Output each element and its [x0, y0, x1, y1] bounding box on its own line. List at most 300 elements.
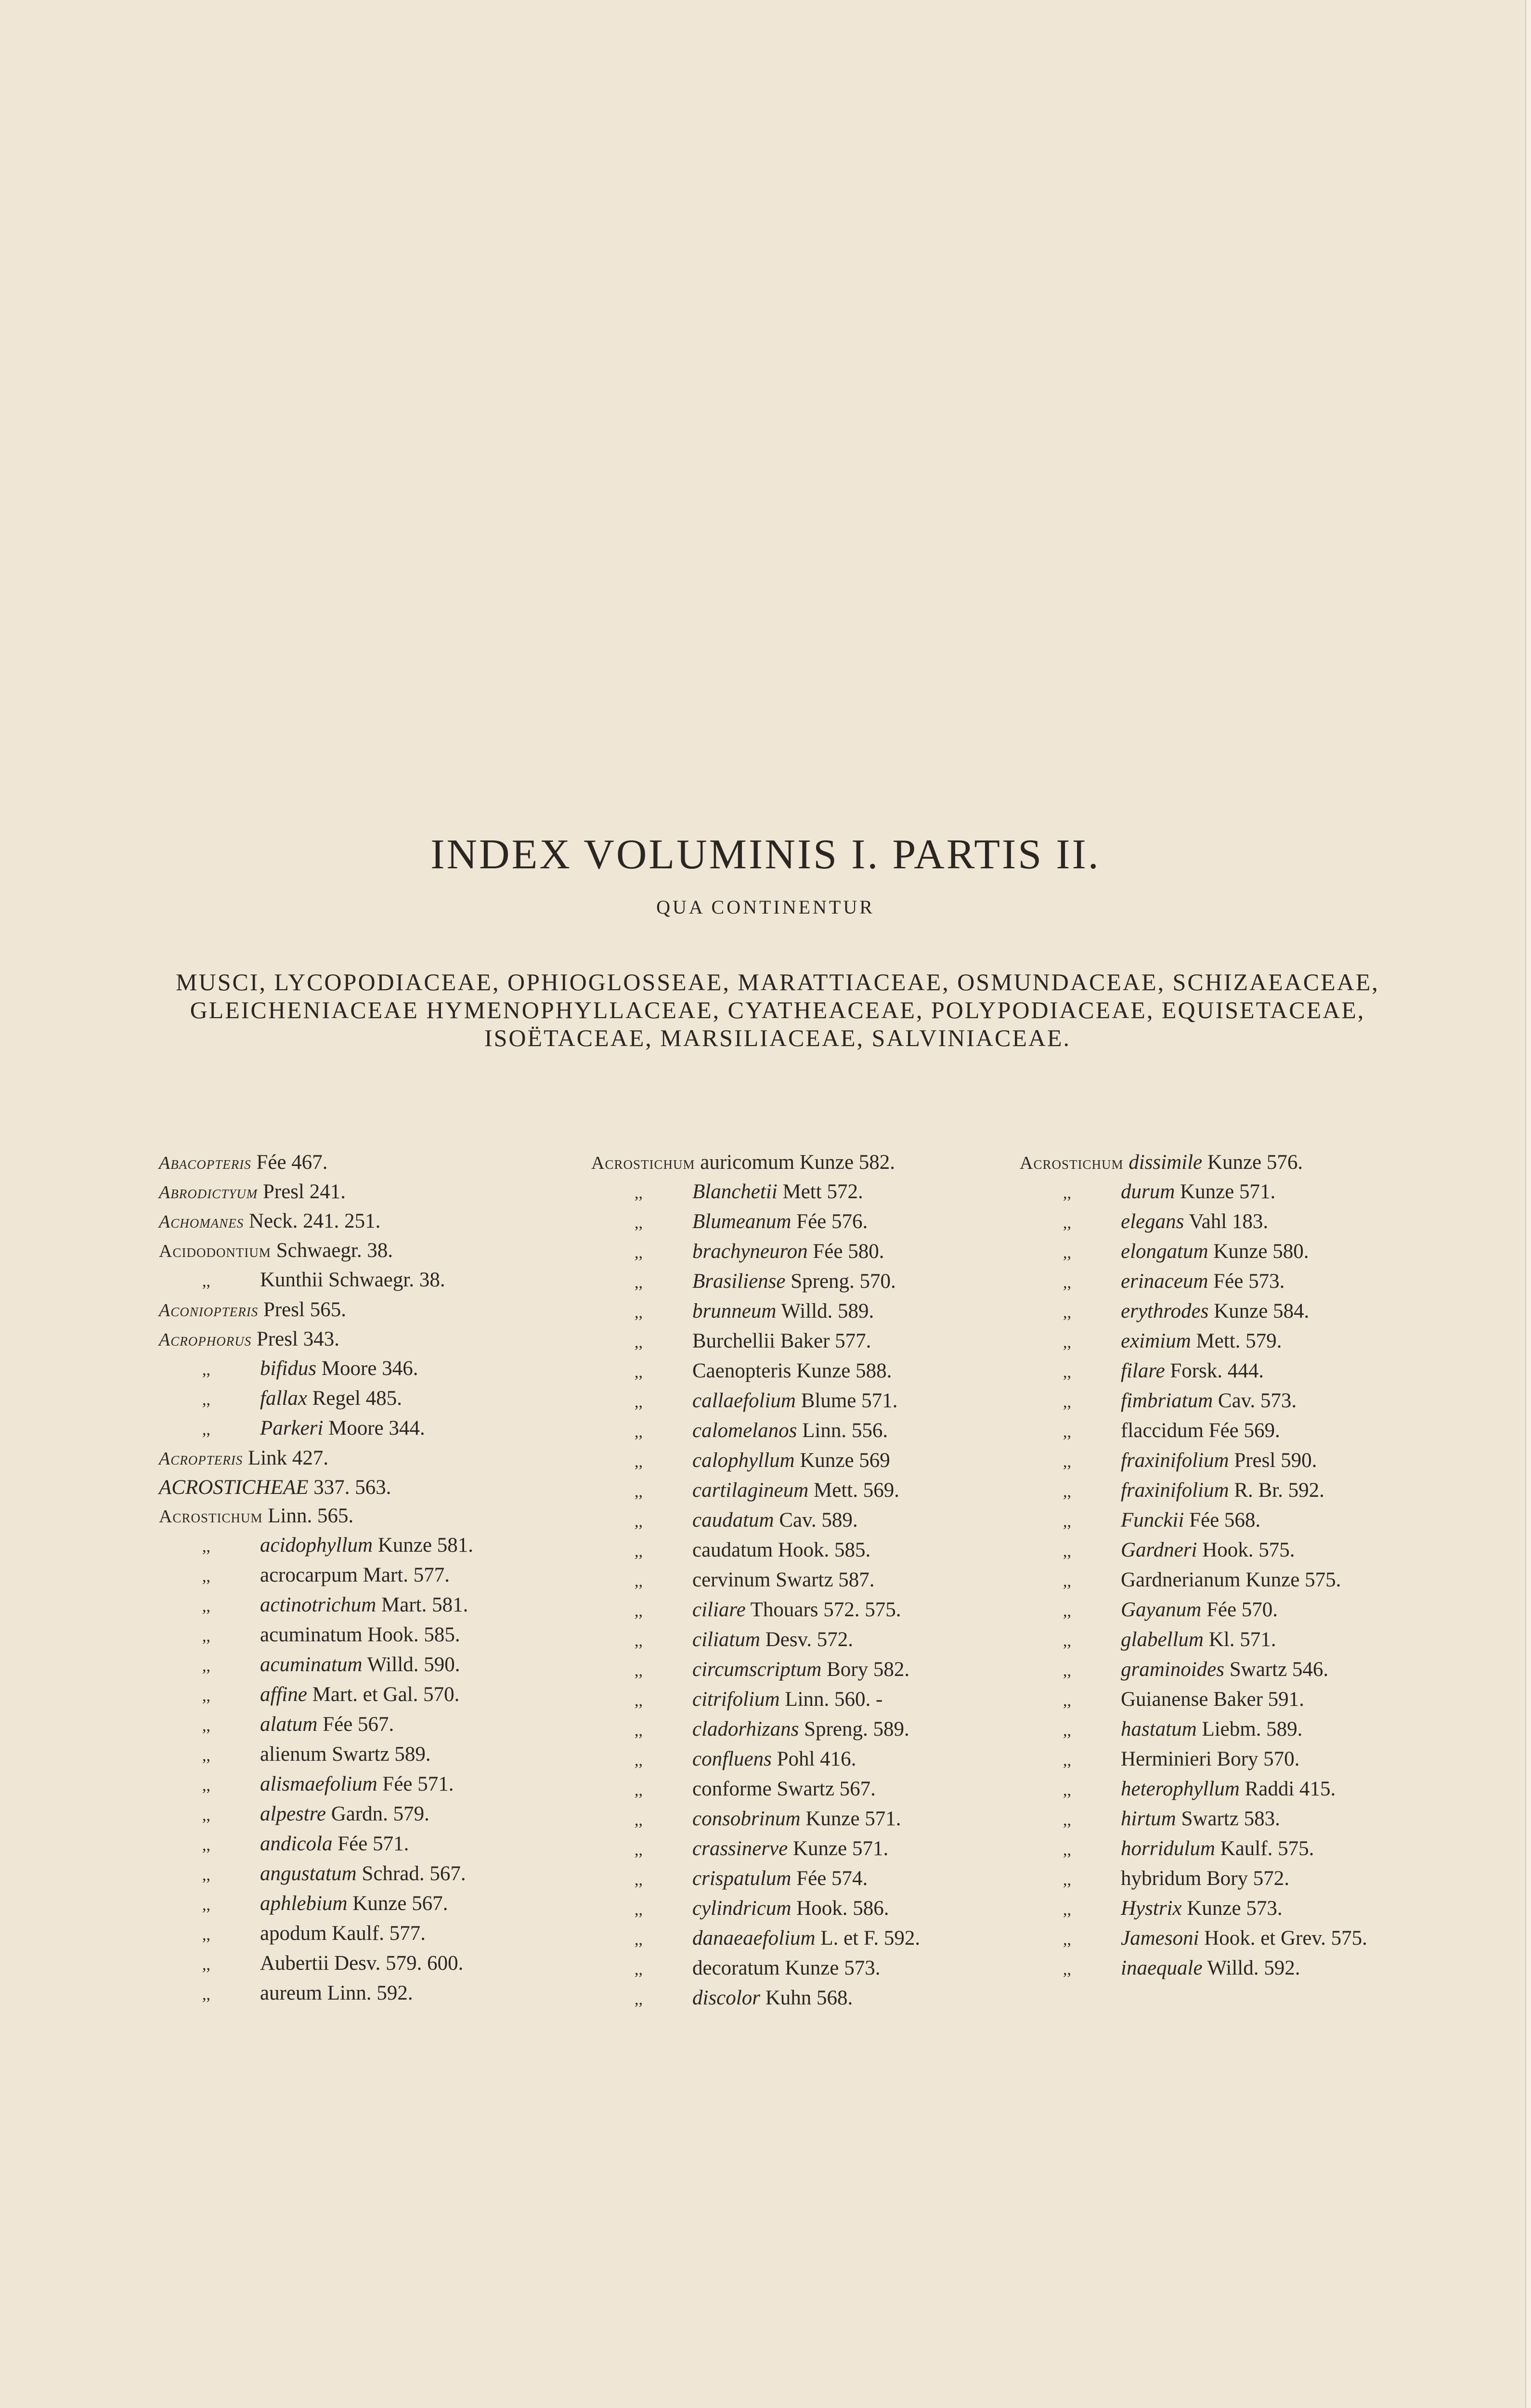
- species-epithet: danaeaefolium: [692, 1927, 816, 1950]
- entry-reference: Vahl 183.: [1184, 1210, 1269, 1233]
- index-entry: [591, 1267, 1005, 1297]
- genus-name: Acropteris: [159, 1449, 243, 1469]
- ditto-mark: ,,: [1063, 1692, 1071, 1710]
- index-entry: [591, 1596, 1005, 1625]
- entry-reference: Spreng. 589.: [799, 1718, 909, 1741]
- entry-reference: Linn. 556.: [797, 1419, 888, 1442]
- entry-reference: Kunze 580.: [1208, 1240, 1309, 1263]
- species-epithet: Parkeri: [260, 1417, 324, 1440]
- ditto-mark: ,,: [1063, 1363, 1071, 1381]
- index-entry: [591, 1237, 1005, 1267]
- entry-reference: Bory 582.: [821, 1658, 910, 1681]
- ditto-mark: ,,: [635, 1811, 643, 1829]
- species-epithet: glabellum: [1121, 1628, 1204, 1651]
- index-entry: [159, 1591, 573, 1621]
- ditto-mark: ,,: [1063, 1304, 1071, 1322]
- species-epithet: fraxinifolium: [1121, 1449, 1229, 1472]
- entry-reference: Willd. 592.: [1202, 1957, 1300, 1979]
- ditto-mark: ,,: [635, 1632, 643, 1650]
- species-epithet: alatum: [260, 1713, 318, 1736]
- entry-reference: L. et F. 592.: [815, 1927, 921, 1950]
- species-epithet: auricomum: [700, 1151, 795, 1174]
- index-entry: [591, 1894, 1005, 1924]
- entry-reference: Mart. et Gal. 570.: [307, 1683, 460, 1706]
- index-entry: [159, 1979, 573, 2009]
- ditto-mark: ,,: [635, 1931, 643, 1949]
- index-entry: [159, 1919, 573, 1949]
- index-entry: [591, 1715, 1005, 1745]
- entry-reference: Fée 573.: [1208, 1270, 1285, 1293]
- species-epithet: horridulum: [1121, 1837, 1215, 1860]
- index-entry: [1020, 1148, 1443, 1178]
- entry-reference: Spreng. 570.: [785, 1270, 896, 1293]
- ditto-mark: ,,: [1063, 1244, 1071, 1262]
- species-epithet: Herminieri: [1121, 1748, 1212, 1770]
- species-epithet: citrifolium: [692, 1688, 780, 1711]
- species-epithet: Blanchetii: [692, 1180, 778, 1203]
- index-entry: [1020, 1715, 1443, 1745]
- ditto-mark: ,,: [635, 1572, 643, 1590]
- species-epithet: caudatum: [692, 1539, 773, 1561]
- species-epithet: durum: [1121, 1180, 1175, 1203]
- entry-reference: Hook. 585.: [362, 1623, 460, 1646]
- index-entry: [591, 1178, 1005, 1207]
- entry-reference: Mett 572.: [777, 1180, 863, 1203]
- index-entry: [1020, 1237, 1443, 1267]
- species-epithet: cartilagineum: [692, 1479, 809, 1502]
- species-epithet: discolor: [692, 1987, 760, 2009]
- entry-reference: Kunze 588.: [791, 1360, 892, 1382]
- species-epithet: inaequale: [1121, 1957, 1203, 1979]
- species-epithet: erinaceum: [1121, 1270, 1208, 1293]
- entry-reference: Kaulf. 577.: [326, 1922, 426, 1945]
- species-epithet: crispatulum: [692, 1867, 791, 1890]
- ditto-mark: ,,: [635, 1453, 643, 1471]
- index-entry: [591, 1297, 1005, 1327]
- species-epithet: Burchellii: [692, 1330, 775, 1352]
- index-entry: [591, 1536, 1005, 1566]
- index-entry: [159, 1473, 573, 1502]
- entry-reference: Thouars 572. 575.: [745, 1598, 901, 1621]
- index-entry: [1020, 1775, 1443, 1805]
- species-epithet: Funckii: [1121, 1509, 1184, 1531]
- index-entry: [591, 1775, 1005, 1805]
- entry-reference: Cav. 589.: [774, 1509, 858, 1531]
- index-entry: [591, 1148, 1005, 1178]
- entry-reference: Swartz 589.: [326, 1743, 431, 1766]
- entry-reference: Moore 344.: [323, 1417, 425, 1440]
- species-epithet: acuminatum: [260, 1653, 363, 1676]
- entry-reference: Kunze 576.: [1202, 1151, 1303, 1174]
- entry-reference: Bory 572.: [1201, 1867, 1289, 1890]
- index-entry: [591, 1805, 1005, 1834]
- species-epithet: calomelanos: [692, 1419, 797, 1442]
- families-line: GLEICHENIACEAE HYMENOPHYLLACEAE, CYATHEACEAE, POLYPODIACEAE, EQUISETACEAE,: [190, 996, 1365, 1023]
- ditto-mark: ,,: [202, 1627, 210, 1645]
- genus-name: Abacopteris: [159, 1153, 251, 1173]
- ditto-mark: ,,: [1063, 1722, 1071, 1740]
- index-entry: [159, 1650, 573, 1680]
- ditto-mark: ,,: [202, 1836, 210, 1854]
- species-epithet: dissimile: [1129, 1151, 1203, 1174]
- index-entry: [159, 1354, 573, 1384]
- species-epithet: hastatum: [1121, 1718, 1197, 1741]
- species-epithet: flaccidum: [1121, 1419, 1204, 1442]
- genus-name: Acrostichum: [591, 1153, 695, 1173]
- index-entry: [1020, 1207, 1443, 1237]
- species-epithet: acuminatum: [260, 1623, 363, 1646]
- ditto-mark: ,,: [1063, 1811, 1071, 1829]
- entry-reference: Regel 485.: [307, 1387, 402, 1410]
- ditto-mark: ,,: [1063, 1513, 1071, 1531]
- ditto-mark: ,,: [1063, 1572, 1071, 1590]
- index-entry: [159, 1949, 573, 1979]
- entry-reference: Hook. 586.: [791, 1897, 889, 1920]
- species-epithet: callaefolium: [692, 1389, 796, 1412]
- species-epithet: cylindricum: [692, 1897, 791, 1920]
- entry-reference: Cav. 573.: [1213, 1389, 1297, 1412]
- entry-reference: Fée 569.: [1203, 1419, 1280, 1442]
- entry-reference: Presl 565.: [258, 1298, 346, 1321]
- genus-name: Acidodontium: [159, 1241, 271, 1261]
- ditto-mark: ,,: [635, 1334, 643, 1351]
- entry-reference: Swartz 583.: [1176, 1807, 1280, 1830]
- entry-reference: Raddi 415.: [1239, 1778, 1336, 1800]
- entry-reference: Presl 343.: [251, 1328, 339, 1350]
- index-entry: [591, 1954, 1005, 1984]
- ditto-mark: ,,: [1063, 1453, 1071, 1471]
- ditto-mark: ,,: [635, 1393, 643, 1411]
- index-entry: [1020, 1745, 1443, 1775]
- entry-reference: Desv. 572.: [760, 1628, 854, 1651]
- genus-name: Acrophorus: [159, 1330, 252, 1350]
- index-entry: [159, 1680, 573, 1710]
- ditto-mark: ,,: [202, 1747, 210, 1765]
- species-epithet: Gardnerianum: [1121, 1569, 1241, 1591]
- ditto-mark: ,,: [202, 1777, 210, 1794]
- species-epithet: hirtum: [1121, 1807, 1176, 1830]
- entry-reference: Kunze 569: [794, 1449, 890, 1472]
- ditto-mark: ,,: [202, 1866, 210, 1884]
- ditto-mark: ,,: [635, 1274, 643, 1292]
- entry-reference: Kaulf. 575.: [1215, 1837, 1314, 1860]
- index-entry: [1020, 1834, 1443, 1864]
- entry-reference: Schwaegr. 38.: [271, 1239, 393, 1262]
- index-entry: [159, 1207, 573, 1236]
- index-title: INDEX VOLUMINIS I. PARTIS II.: [430, 831, 1101, 878]
- index-column-2: [591, 1148, 1005, 2014]
- ditto-mark: ,,: [635, 1184, 643, 1202]
- index-entry: [1020, 1805, 1443, 1834]
- ditto-mark: ,,: [635, 1304, 643, 1322]
- entry-reference: Pohl 416.: [771, 1748, 856, 1770]
- index-entry: [1020, 1924, 1414, 1954]
- ditto-mark: ,,: [635, 1513, 643, 1531]
- index-entry: [1020, 1267, 1443, 1297]
- entry-reference: Kunze 582.: [794, 1151, 895, 1174]
- index-entry: [159, 1740, 573, 1770]
- index-entry: [159, 1414, 573, 1444]
- entry-reference: Fée 570.: [1201, 1598, 1278, 1621]
- ditto-mark: ,,: [202, 1717, 210, 1735]
- entry-reference: Swartz 567.: [771, 1778, 876, 1800]
- ditto-mark: ,,: [635, 1662, 643, 1680]
- index-entry: [1020, 1506, 1443, 1536]
- index-entry: [1020, 1954, 1443, 1984]
- entry-reference: Willd. 589.: [776, 1300, 874, 1322]
- index-entry: [591, 1655, 1005, 1685]
- entry-reference: Hook. 585.: [773, 1539, 871, 1561]
- index-entry: [159, 1859, 573, 1889]
- index-entry: [1020, 1655, 1443, 1685]
- ditto-mark: ,,: [635, 1244, 643, 1262]
- entry-reference: Baker 591.: [1208, 1688, 1304, 1711]
- species-epithet: Jamesoni: [1121, 1927, 1199, 1950]
- index-entry: [591, 1446, 1005, 1476]
- ditto-mark: ,,: [1063, 1752, 1071, 1769]
- index-subtitle: QUA CONTINENTUR: [656, 896, 875, 918]
- ditto-mark: ,,: [1063, 1393, 1071, 1411]
- species-epithet: aureum: [260, 1982, 322, 2004]
- ditto-mark: ,,: [635, 1871, 643, 1889]
- ditto-mark: ,,: [635, 1781, 643, 1799]
- entry-reference: Mett. 579.: [1191, 1330, 1282, 1352]
- entry-reference: Linn. 592.: [322, 1982, 413, 2004]
- index-entry: [159, 1502, 573, 1531]
- ditto-mark: ,,: [635, 1841, 643, 1859]
- index-entry: [1020, 1625, 1443, 1655]
- species-epithet: graminoides: [1121, 1658, 1224, 1681]
- entry-reference: Presl 241.: [258, 1180, 346, 1203]
- species-epithet: confluens: [692, 1748, 772, 1770]
- ditto-mark: ,,: [635, 1543, 643, 1560]
- species-epithet: Gardneri: [1121, 1539, 1197, 1561]
- ditto-mark: ,,: [202, 1956, 210, 1974]
- ditto-mark: ,,: [1063, 1543, 1071, 1560]
- species-epithet: Blumeanum: [692, 1210, 791, 1233]
- ditto-mark: ,,: [202, 1896, 210, 1914]
- ditto-mark: ,,: [1063, 1961, 1071, 1978]
- index-entry: [591, 1566, 1005, 1596]
- species-epithet: acidophyllum: [260, 1534, 373, 1557]
- entry-reference: Kunze 581.: [373, 1534, 474, 1557]
- index-entry: [159, 1384, 573, 1414]
- index-entry: [159, 1296, 573, 1325]
- index-entry: [1020, 1536, 1443, 1566]
- ditto-mark: ,,: [1063, 1334, 1071, 1351]
- index-entry: [1020, 1894, 1443, 1924]
- ditto-mark: ,,: [202, 1538, 210, 1556]
- index-entry: [159, 1770, 573, 1800]
- species-epithet: brunneum: [692, 1300, 777, 1322]
- species-epithet: ciliatum: [692, 1628, 760, 1651]
- species-epithet: cladorhizans: [692, 1718, 799, 1741]
- genus-name: Acrostichum: [159, 1506, 263, 1527]
- entry-reference: Willd. 590.: [362, 1653, 460, 1676]
- index-entry: [591, 1834, 1005, 1864]
- species-epithet: crassinerve: [692, 1837, 788, 1860]
- entry-reference: Fée 576.: [791, 1210, 868, 1233]
- index-entry: [159, 1266, 573, 1296]
- species-epithet: Kunthii: [260, 1269, 324, 1291]
- index-entry: [591, 1207, 1005, 1237]
- index-entry: [1020, 1476, 1443, 1506]
- entry-reference: Fée 571.: [332, 1832, 409, 1855]
- entry-reference: Swartz 587.: [770, 1569, 875, 1591]
- entry-reference: Fée 568.: [1184, 1509, 1261, 1531]
- entry-reference: Desv. 579. 600.: [329, 1952, 464, 1975]
- families-line: MUSCI, LYCOPODIACEAE, OPHIOGLOSSEAE, MARATTIACEAE, OSMUNDACEAE, SCHIZAEACEAE,: [176, 968, 1379, 995]
- ditto-mark: ,,: [202, 1986, 210, 2003]
- species-epithet: hybridum: [1121, 1867, 1202, 1890]
- ditto-mark: ,,: [1063, 1214, 1071, 1232]
- species-epithet: alismaefolium: [260, 1773, 377, 1795]
- index-entry: [1020, 1864, 1443, 1894]
- entry-reference: Linn. 565.: [262, 1505, 354, 1527]
- entry-reference: Linn. 560. -: [779, 1688, 883, 1711]
- entry-reference: Fée 567.: [317, 1713, 394, 1736]
- families-line: ISOËTACEAE, MARSILIACEAE, SALVINIACEAE.: [484, 1024, 1071, 1051]
- index-entry: [159, 1148, 573, 1178]
- index-entry: [591, 1924, 1005, 1954]
- entry-reference: Kunze 573.: [1181, 1897, 1283, 1920]
- ditto-mark: ,,: [202, 1597, 210, 1615]
- ditto-mark: ,,: [635, 1990, 643, 2008]
- index-entry: [591, 1984, 1005, 2014]
- species-epithet: filare: [1121, 1360, 1165, 1382]
- species-epithet: apodum: [260, 1922, 327, 1945]
- entry-reference: Blume 571.: [795, 1389, 898, 1412]
- family-name: ACROSTICHEAE: [159, 1476, 309, 1499]
- entry-reference: Kunze 573.: [779, 1957, 881, 1979]
- ditto-mark: ,,: [635, 1752, 643, 1769]
- species-epithet: elongatum: [1121, 1240, 1208, 1263]
- entry-reference: Kunze 571.: [1175, 1180, 1276, 1203]
- ditto-mark: ,,: [202, 1687, 210, 1705]
- species-epithet: Aubertii: [260, 1952, 329, 1975]
- ditto-mark: ,,: [635, 1423, 643, 1441]
- ditto-mark: ,,: [202, 1806, 210, 1824]
- entry-reference: Mart. 581.: [376, 1594, 468, 1616]
- ditto-mark: ,,: [1063, 1184, 1071, 1202]
- ditto-mark: ,,: [635, 1602, 643, 1620]
- entry-reference: Neck. 241. 251.: [244, 1210, 381, 1232]
- ditto-mark: ,,: [635, 1901, 643, 1919]
- species-epithet: cervinum: [692, 1569, 771, 1591]
- species-epithet: ciliare: [692, 1598, 746, 1621]
- entry-reference: Hook. et Grev. 575.: [1199, 1927, 1367, 1950]
- species-epithet: angustatum: [260, 1862, 357, 1885]
- families-list: [149, 968, 1406, 1052]
- species-epithet: consobrinum: [692, 1807, 801, 1830]
- species-epithet: elegans: [1121, 1210, 1184, 1233]
- ditto-mark: ,,: [635, 1483, 643, 1501]
- index-entry: [159, 1236, 573, 1266]
- species-epithet: conforme: [692, 1778, 772, 1800]
- entry-reference: Kunze 571.: [800, 1807, 901, 1830]
- index-entry: [1020, 1685, 1443, 1715]
- species-epithet: alienum: [260, 1743, 327, 1766]
- species-epithet: affine: [260, 1683, 307, 1706]
- ditto-mark: ,,: [202, 1391, 210, 1409]
- index-entry: [1020, 1416, 1443, 1446]
- entry-reference: Kunze 567.: [347, 1892, 448, 1915]
- species-epithet: actinotrichum: [260, 1594, 376, 1616]
- species-epithet: alpestre: [260, 1803, 326, 1825]
- index-entry: [159, 1561, 573, 1591]
- entry-reference: Fée 574.: [791, 1867, 868, 1890]
- index-entry: [159, 1889, 573, 1919]
- genus-name: Acrostichum: [1020, 1153, 1124, 1173]
- index-entry: [591, 1625, 1005, 1655]
- index-entry: [159, 1830, 573, 1859]
- species-epithet: decoratum: [692, 1957, 780, 1979]
- species-epithet: Caenopteris: [692, 1360, 791, 1382]
- index-entry: [159, 1710, 573, 1740]
- entry-reference: Fée 571.: [377, 1773, 454, 1795]
- genus-name: Abrodictyum: [159, 1182, 258, 1203]
- species-epithet: fimbriatum: [1121, 1389, 1213, 1412]
- entry-reference: Kunze 571.: [788, 1837, 889, 1860]
- species-epithet: acrocarpum: [260, 1564, 358, 1586]
- index-entry: [591, 1745, 1005, 1775]
- index-entry: [591, 1864, 1005, 1894]
- index-entry: [159, 1178, 573, 1207]
- index-entry: [1020, 1327, 1443, 1357]
- species-epithet: aphlebium: [260, 1892, 348, 1915]
- species-epithet: erythrodes: [1121, 1300, 1209, 1322]
- species-epithet: Brasiliense: [692, 1270, 786, 1293]
- index-column-1: [159, 1148, 573, 2009]
- index-entry: [1020, 1596, 1443, 1625]
- genus-name: Aconiopteris: [159, 1300, 259, 1321]
- page-edge: [1525, 0, 1531, 2408]
- ditto-mark: ,,: [1063, 1632, 1071, 1650]
- entry-reference: Kl. 571.: [1203, 1628, 1276, 1651]
- index-entry: [159, 1800, 573, 1830]
- ditto-mark: ,,: [635, 1692, 643, 1710]
- entry-reference: Kunze 575.: [1240, 1569, 1341, 1591]
- index-entry: [591, 1476, 1005, 1506]
- species-epithet: heterophyllum: [1121, 1778, 1240, 1800]
- entry-reference: Moore 346.: [316, 1357, 418, 1380]
- ditto-mark: ,,: [1063, 1781, 1071, 1799]
- index-entry: [159, 1621, 573, 1650]
- entry-reference: R. Br. 592.: [1229, 1479, 1324, 1502]
- ditto-mark: ,,: [202, 1421, 210, 1439]
- index-entry: [1020, 1387, 1443, 1416]
- species-epithet: eximium: [1121, 1330, 1191, 1352]
- entry-reference: Mett. 569.: [808, 1479, 899, 1502]
- index-column-3: [1020, 1148, 1443, 1984]
- entry-reference: Schrad. 567.: [356, 1862, 466, 1885]
- species-epithet: Hystrix: [1121, 1897, 1182, 1920]
- species-epithet: Gayanum: [1121, 1598, 1202, 1621]
- ditto-mark: ,,: [635, 1722, 643, 1740]
- entry-reference: Fée 467.: [251, 1151, 328, 1174]
- ditto-mark: ,,: [1063, 1483, 1071, 1501]
- ditto-mark: ,,: [1063, 1931, 1071, 1949]
- entry-reference: Schwaegr. 38.: [323, 1269, 445, 1291]
- entry-reference: Swartz 546.: [1224, 1658, 1329, 1681]
- index-entry: [1020, 1446, 1443, 1476]
- entry-reference: Bory 570.: [1211, 1748, 1300, 1770]
- entry-reference: Kunze 584.: [1208, 1300, 1310, 1322]
- entry-reference: Presl 590.: [1229, 1449, 1317, 1472]
- species-epithet: circumscriptum: [692, 1658, 822, 1681]
- entry-reference: Baker 577.: [775, 1330, 871, 1352]
- index-entry: [591, 1416, 1005, 1446]
